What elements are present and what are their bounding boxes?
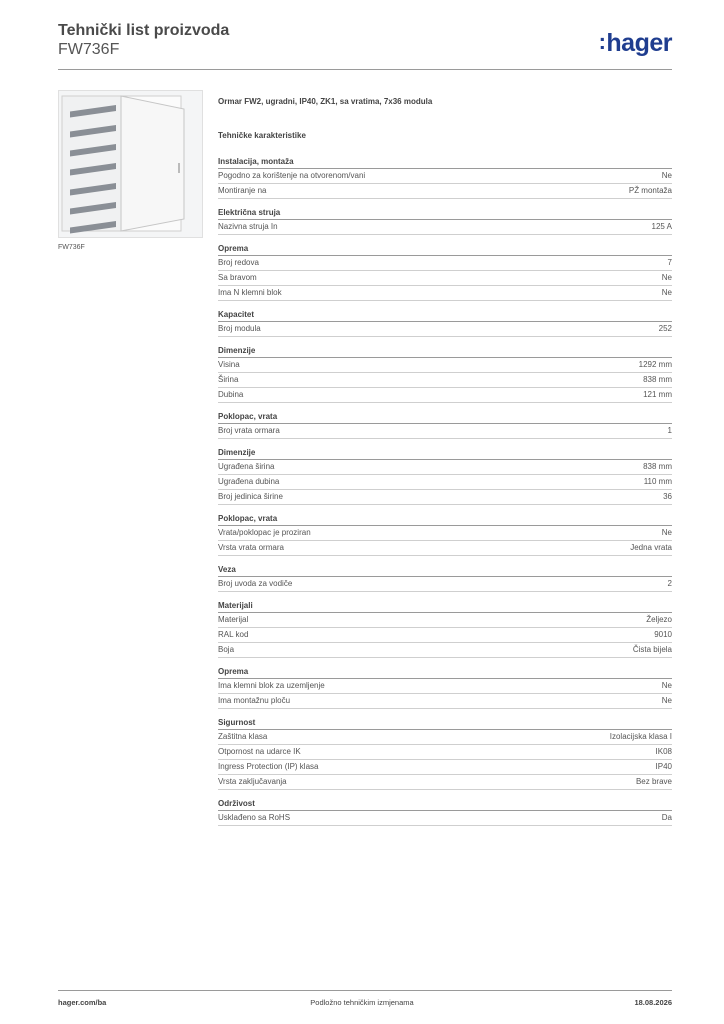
spec-row: [218, 475, 672, 490]
section-title: Instalacija, montaža: [218, 156, 672, 169]
section-title: Dimenzije: [218, 447, 672, 460]
spec-value: PŽ montaža: [628, 186, 672, 195]
spec-value: Bez brave: [635, 777, 672, 786]
section-title: Poklopac, vrata: [218, 513, 672, 526]
spec-row: [218, 694, 672, 709]
section-title: Električna struja: [218, 207, 672, 220]
spec-label: Ima klemni blok za uzemljenje: [218, 681, 325, 690]
spec-label: Broj modula: [218, 324, 261, 333]
spec-label: Vrsta vrata ormara: [218, 543, 284, 552]
spec-value: 7: [667, 258, 672, 267]
spec-section: [218, 207, 672, 235]
spec-section: [218, 156, 672, 199]
section-title: Materijali: [218, 600, 672, 613]
spec-value: Ne: [661, 681, 672, 690]
image-caption: FW736F: [58, 244, 85, 251]
product-description: Ormar FW2, ugradni, IP40, ZK1, sa vratima, 7x36 modula: [218, 97, 433, 106]
spec-content: [218, 96, 672, 834]
spec-value: 110 mm: [643, 477, 672, 486]
spec-section: [218, 411, 672, 439]
spec-value: Željezo: [646, 615, 672, 624]
spec-section: [218, 666, 672, 709]
spec-label: Pogodno za korištenje na otvorenom/vani: [218, 171, 366, 180]
spec-label: Broj vrata ormara: [218, 426, 280, 435]
spec-value: 838 mm: [643, 462, 672, 471]
spec-section: [218, 600, 672, 658]
spec-value: 2: [667, 579, 672, 588]
spec-label: Broj uvoda za vodiče: [218, 579, 293, 588]
section-title: Oprema: [218, 666, 672, 679]
spec-label: Sa bravom: [218, 273, 257, 282]
spec-sections: [218, 156, 672, 826]
spec-row: [218, 169, 672, 184]
spec-section: [218, 717, 672, 790]
spec-label: Otpornost na udarce IK: [218, 747, 301, 756]
spec-label: Nazivna struja In: [218, 222, 278, 231]
spec-row: [218, 373, 672, 388]
spec-label: Dubina: [218, 390, 244, 399]
page-header: [58, 22, 229, 60]
spec-label: Usklađeno sa RoHS: [218, 813, 291, 822]
spec-section: [218, 798, 672, 826]
spec-label: Širina: [218, 375, 239, 384]
header-divider: [58, 69, 672, 70]
spec-label: Materijal: [218, 615, 249, 624]
spec-row: [218, 775, 672, 790]
spec-value: 252: [658, 324, 672, 333]
spec-row: [218, 643, 672, 658]
spec-row: [218, 256, 672, 271]
section-title: Oprema: [218, 243, 672, 256]
spec-value: Ne: [661, 696, 672, 705]
spec-section: [218, 564, 672, 592]
spec-row: [218, 613, 672, 628]
spec-label: Ingress Protection (IP) klasa: [218, 762, 319, 771]
spec-value: Da: [661, 813, 672, 822]
spec-label: RAL kod: [218, 630, 249, 639]
spec-value: Jedna vrata: [630, 543, 672, 552]
section-title: Poklopac, vrata: [218, 411, 672, 424]
spec-section: [218, 345, 672, 403]
spec-section: [218, 447, 672, 505]
product-code: FW736F: [58, 41, 120, 58]
spec-value: 838 mm: [643, 375, 672, 384]
section-title: Održivost: [218, 798, 672, 811]
hager-logo: :hager: [598, 29, 672, 57]
spec-row: [218, 424, 672, 439]
spec-row: [218, 388, 672, 403]
spec-value: IP40: [655, 762, 672, 771]
product-image: [58, 90, 203, 238]
footer-notice: Podložno tehničkim izmjenama: [310, 998, 414, 1007]
spec-label: Broj redova: [218, 258, 259, 267]
section-title: Kapacitet: [218, 309, 672, 322]
spec-row: [218, 760, 672, 775]
spec-value: 36: [663, 492, 672, 501]
spec-value: IK08: [655, 747, 672, 756]
document-title: Tehnički list proizvoda: [58, 22, 230, 39]
spec-row: [218, 679, 672, 694]
spec-label: Boja: [218, 645, 235, 654]
spec-section: [218, 513, 672, 556]
spec-label: Visina: [218, 360, 240, 369]
spec-section: [218, 243, 672, 301]
spec-row: [218, 460, 672, 475]
spec-section: [218, 309, 672, 337]
tech-heading: Tehničke karakteristike: [218, 131, 306, 140]
spec-value: 121 mm: [643, 390, 672, 399]
spec-row: [218, 811, 672, 826]
spec-row: [218, 490, 672, 505]
section-title: Veza: [218, 564, 672, 577]
spec-label: Vrsta zaključavanja: [218, 777, 287, 786]
section-title: Sigurnost: [218, 717, 672, 730]
spec-row: [218, 526, 672, 541]
spec-value: Ne: [661, 171, 672, 180]
spec-label: Broj jedinica širine: [218, 492, 283, 501]
spec-row: [218, 322, 672, 337]
spec-label: Ima N klemni blok: [218, 288, 282, 297]
spec-row: [218, 271, 672, 286]
spec-value: 1: [667, 426, 672, 435]
spec-value: Ne: [661, 273, 672, 282]
spec-row: [218, 358, 672, 373]
spec-label: Ugrađena dubina: [218, 477, 280, 486]
spec-label: Montiranje na: [218, 186, 267, 195]
spec-label: Zaštitna klasa: [218, 732, 268, 741]
footer-website: hager.com/ba: [58, 998, 107, 1007]
spec-value: Ne: [661, 288, 672, 297]
footer-date: 18.08.2026: [634, 998, 672, 1007]
spec-value: 125 A: [651, 222, 672, 231]
spec-row: [218, 220, 672, 235]
spec-value: Čista bijela: [632, 645, 672, 654]
spec-row: [218, 577, 672, 592]
spec-value: 1292 mm: [638, 360, 672, 369]
spec-row: [218, 745, 672, 760]
spec-row: [218, 286, 672, 301]
spec-label: Vrata/poklopac je proziran: [218, 528, 311, 537]
spec-row: [218, 541, 672, 556]
spec-row: [218, 184, 672, 199]
spec-value: Ne: [661, 528, 672, 537]
spec-label: Ugrađena širina: [218, 462, 275, 471]
spec-value: 9010: [654, 630, 672, 639]
footer-divider: [58, 990, 672, 991]
spec-value: Izolacijska klasa I: [609, 732, 672, 741]
section-title: Dimenzije: [218, 345, 672, 358]
spec-row: [218, 628, 672, 643]
spec-row: [218, 730, 672, 745]
spec-label: Ima montažnu ploču: [218, 696, 291, 705]
